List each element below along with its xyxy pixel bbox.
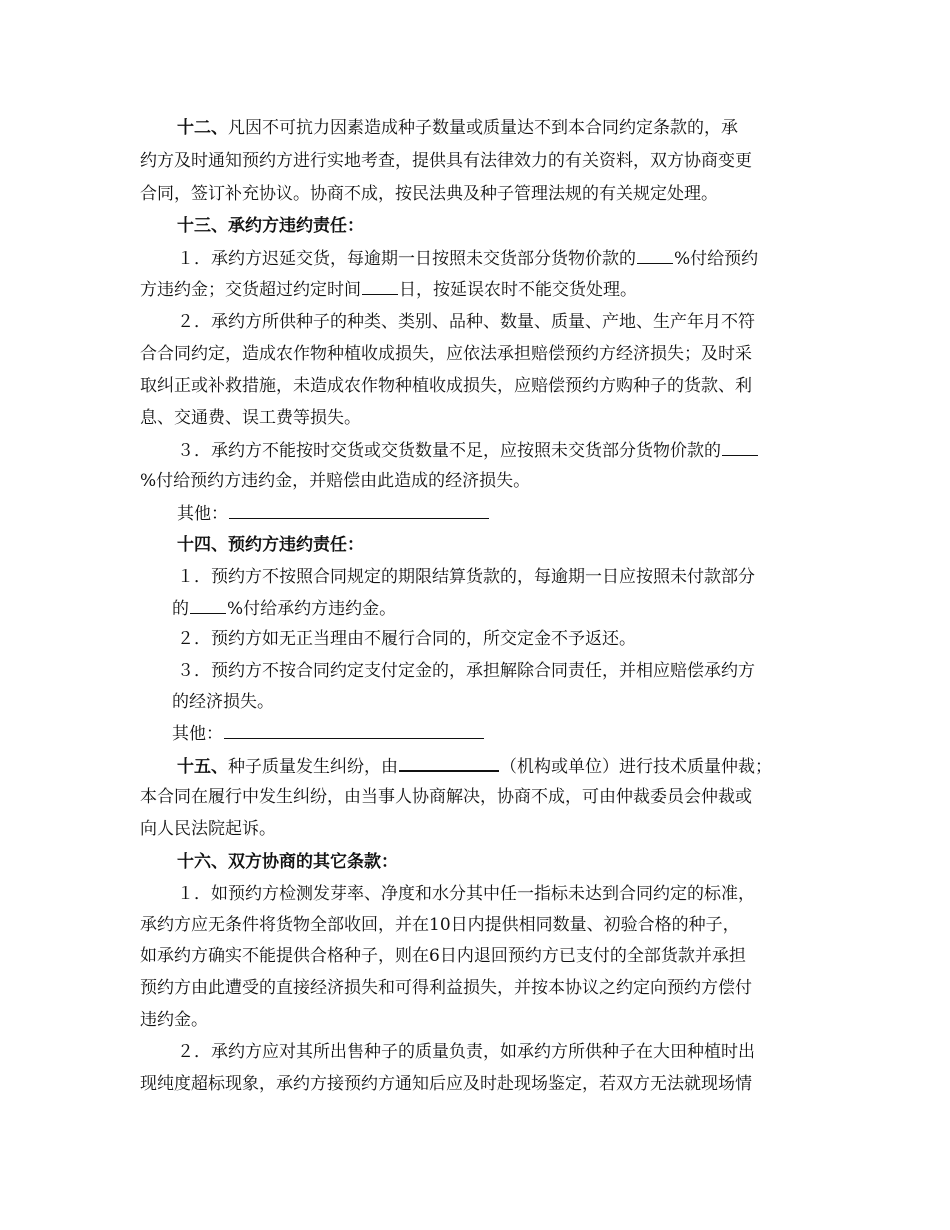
late-payment-percent-blank xyxy=(190,597,226,614)
clause-13-item-2-line-3: 取纠正或补救措施，未造成农作物种植收成损失，应赔偿预约方购种子的货款、利 xyxy=(140,376,752,396)
clause-14-other-blank xyxy=(224,722,484,739)
clause-16-item-1-line-3: 如承约方确实不能提供合格种子，则在6日内退回预约方已支付的全部货款并承担 xyxy=(140,946,746,966)
shortfall-percent-blank xyxy=(722,439,758,456)
clause-14-item-3-line-1: ３．预约方不按合同约定支付定金的，承担解除合同责任，并相应赔偿承约方 xyxy=(177,661,755,681)
clause-13-other-line: 其他： xyxy=(177,502,490,525)
clause-14-item-2: ２．预约方如无正当理由不履行合同的，所交定金不予返还。 xyxy=(177,629,636,649)
clause-14-heading: 十四、预约方违约责任： xyxy=(177,535,364,555)
clause-12-line-1: 十二、凡因不可抗力因素造成种子数量或质量达不到本合同约定条款的，承 xyxy=(177,118,738,138)
clause-13-item-2-line-1: ２．承约方所供种子的种类、类别、品种、数量、质量、产地、生产年月不符 xyxy=(177,312,755,332)
clause-16-item-1-line-1: １．如预约方检测发芽率、净度和水分其中任一指标未达到合同约定的标准， xyxy=(177,884,755,904)
clause-16-item-1-line-5: 违约金。 xyxy=(140,1010,208,1030)
clause-13-item-2-line-2: 合合同约定，造成农作物种植收成损失，应依法承担赔偿预约方经济损失；及时采 xyxy=(140,344,752,364)
clause-13-item-3-line-2: %付给预约方违约金，并赔偿由此造成的经济损失。 xyxy=(140,471,531,491)
clause-14-item-3-line-2: 的经济损失。 xyxy=(172,692,274,712)
clause-13-item-2-line-4: 息、交通费、误工费等损失。 xyxy=(140,408,361,428)
clause-13-item-1-line-1: １．承约方迟延交货，每逾期一日按照未交货部分货物价款的 %付给预约 xyxy=(177,249,759,269)
clause-16-item-2-line-1: ２．承约方应对其所出售种子的质量负责，如承约方所供种子在大田种植时出 xyxy=(177,1042,755,1062)
clause-16-item-1-line-4: 预约方由此遭受的直接经济损失和可得利益损失，并按本协议之约定向预约方偿付 xyxy=(140,978,752,998)
clause-15-line-2: 本合同在履行中发生纠纷，由当事人协商解决，协商不成，可由仲裁委员会仲裁或 xyxy=(140,787,752,807)
clause-13-other-blank xyxy=(229,502,489,519)
clause-16-heading: 十六、双方协商的其它条款： xyxy=(177,852,398,872)
clause-15-line-3: 向人民法院起诉。 xyxy=(140,819,276,839)
clause-12-number: 十二、 xyxy=(177,118,228,138)
clause-14-item-1-line-2: 的 %付给承约方违约金。 xyxy=(172,599,397,619)
clause-14-other-line: 其他： xyxy=(172,722,485,745)
clause-13-item-3-line-1: ３．承约方不能按时交货或交货数量不足，应按照未交货部分货物价款的 xyxy=(177,439,759,462)
clause-13-item-1-line-2: 方违约金；交货超过约定时间 日，按延误农时不能交货处理。 xyxy=(140,280,637,300)
delivery-overdue-days-blank xyxy=(362,278,398,295)
clause-16-item-2-line-2: 现纯度超标现象，承约方接预约方通知后应及时赴现场鉴定，若双方无法就现场情 xyxy=(140,1074,752,1094)
clause-13-heading: 十三、承约方违约责任： xyxy=(177,216,364,236)
clause-16-item-1-line-2: 承约方应无条件将货物全部收回，并在10日内提供相同数量、初验合格的种子， xyxy=(140,915,740,935)
clause-14-item-1-line-1: １．预约方不按照合同规定的期限结算货款的，每逾期一日应按照未付款部分 xyxy=(177,567,755,587)
arbitration-institution-blank xyxy=(399,754,499,772)
clause-15-line-1: 十五、种子质量发生纠纷，由 （机构或单位）进行技术质量仲裁； xyxy=(177,754,772,778)
clause-15-number: 十五、 xyxy=(177,757,228,777)
clause-12-line-2: 约方及时通知预约方进行实地考查，提供具有法律效力的有关资料，双方协商变更 xyxy=(140,151,752,171)
late-delivery-percent-blank xyxy=(637,247,673,264)
clause-12-line-3: 合同，签订补充协议。协商不成，按民法典及种子管理法规的有关规定处理。 xyxy=(140,184,718,204)
